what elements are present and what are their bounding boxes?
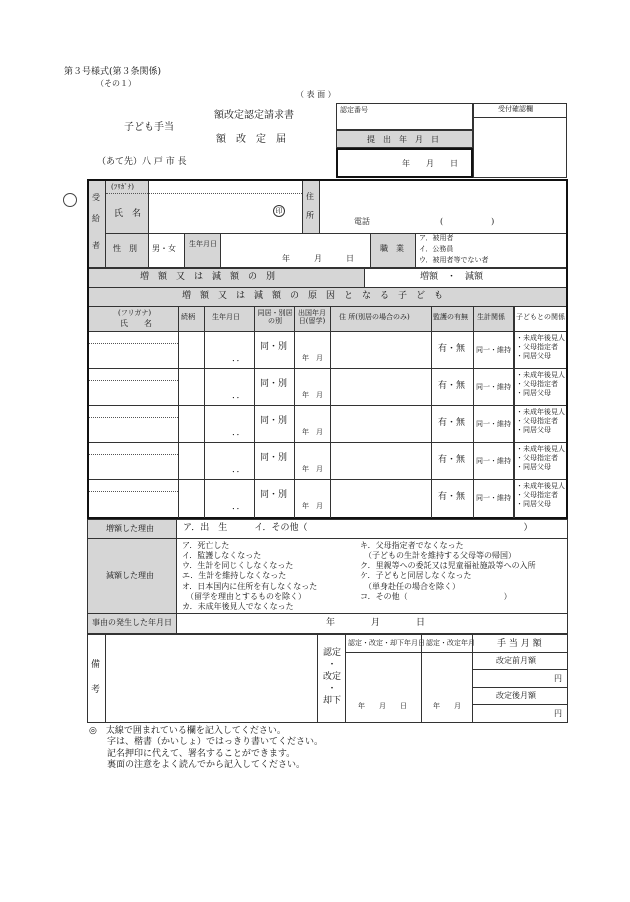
child-name-field[interactable]: [90, 332, 178, 368]
child-birthdate[interactable]: ．．: [232, 391, 246, 401]
child-relation[interactable]: ・未成年後見人 ・父母指定者 ・同居父母: [516, 408, 565, 435]
birth-month: 月: [314, 254, 322, 263]
nintei-vertical: 認定 ・ 改定 ・ 却下: [322, 648, 341, 706]
child-dokyo[interactable]: 同・別: [260, 342, 288, 352]
biko-label-1: 備: [91, 660, 101, 670]
child-name-field[interactable]: [90, 480, 178, 517]
child-relation[interactable]: ・未成年後見人 ・父母指定者 ・同居父母: [516, 371, 565, 398]
job-option-a[interactable]: ア．被用者: [419, 234, 454, 242]
child-relation[interactable]: ・未成年後見人 ・父母指定者 ・同居父母: [516, 482, 565, 509]
child-seikei[interactable]: 同一・維持: [476, 494, 511, 502]
children-header: 増 額 又 は 減 額 の 原 因 と な る 子 ど も: [182, 291, 444, 301]
seal-stamp-icon: 印: [273, 205, 285, 217]
furigana-label: (ﾌﾘｶﾞﾅ): [111, 183, 134, 191]
birth-label: 生年月日: [189, 240, 217, 248]
child-relation[interactable]: ・未成年後見人 ・父母指定者 ・同居父母: [516, 445, 565, 472]
kaitei-mae-yen: 円: [554, 674, 562, 683]
title-bottom: 額 改 定 届: [216, 134, 286, 145]
child-birthdate[interactable]: ．．: [232, 502, 246, 512]
kaitei-ym-value: 年 月: [433, 702, 461, 710]
child-birthdate[interactable]: ．．: [232, 354, 246, 364]
phone-field[interactable]: ( ): [440, 217, 495, 226]
side-sha: 者: [92, 241, 100, 250]
birth-label-cell: [185, 234, 220, 267]
omote-label: （ 表 面 ）: [296, 90, 336, 99]
uketsuke-label: 受付確認欄: [498, 105, 533, 113]
zogaku-label: 増額した理由: [106, 524, 154, 533]
child-kango[interactable]: 有・無: [438, 344, 466, 354]
child-relation[interactable]: ・未成年後見人 ・父母指定者 ・同居父母: [516, 334, 565, 361]
nintei-bango-box: [336, 103, 473, 130]
title-top: 額改定認定請求書: [214, 110, 294, 121]
child-shusshi[interactable]: 年 月: [302, 391, 323, 399]
job-label: 職 業: [380, 244, 404, 253]
biko-label-2: 考: [91, 685, 101, 695]
birth-day: 日: [346, 254, 354, 263]
side-ju: 受: [92, 193, 100, 202]
notes: ◎ 太線で囲まれている欄を記入してください。 字は、楷書（かいしょ）ではっきり書いてください。 記名押印に代えて、署名することができます。 裏面の注意をよく読んでから記入してください。: [89, 726, 324, 770]
col-kango: 監護の有無: [433, 313, 468, 321]
nintei-ymd-label: 認定・改定・却下年月日: [348, 639, 425, 647]
child-shusshi[interactable]: 年 月: [302, 465, 323, 473]
col-zokugara: 続柄: [181, 313, 195, 321]
kaitei-ym-label: 認定・改定年月: [426, 639, 475, 647]
jiyu-date-field[interactable]: 年 月 日: [326, 618, 426, 628]
zogen-label: 増 額 又 は 減 額 の 別: [140, 272, 276, 282]
child-shusshi[interactable]: 年 月: [302, 354, 323, 362]
col-dokyo: 同居・別居の別: [257, 309, 293, 326]
teishutsu-label: 提 出 年 月 日: [367, 135, 439, 144]
child-kango[interactable]: 有・無: [438, 381, 466, 391]
child-dokyo[interactable]: 同・別: [260, 416, 288, 426]
teishutsu-date-field[interactable]: [336, 148, 473, 178]
name-label: 氏 名: [114, 209, 142, 219]
address-label-cell: [303, 181, 319, 233]
jusho-label-2: 所: [306, 211, 314, 220]
job-option-u[interactable]: ウ．被用者等でない者: [419, 256, 489, 264]
sex-options[interactable]: 男・女: [152, 244, 176, 253]
birth-field[interactable]: [221, 235, 369, 266]
child-seikei[interactable]: 同一・維持: [476, 383, 511, 391]
zogaku-options[interactable]: ア．出 生 イ．その他（ ）: [183, 523, 533, 533]
child-kango[interactable]: 有・無: [438, 492, 466, 502]
title-left: 子ども手当: [124, 122, 174, 133]
zogen-value[interactable]: 増額 ・ 減額: [420, 272, 484, 282]
form-number: 第３号様式(第３条関係): [64, 67, 162, 77]
phone-label: 電話: [354, 217, 370, 226]
col-furigana: (フリガナ): [118, 309, 152, 317]
col-shimei: 氏 名: [120, 319, 152, 328]
child-birthdate[interactable]: ．．: [232, 428, 246, 438]
side-kyu: 給: [92, 214, 100, 223]
kaitei-mae-label: 改定前月額: [496, 656, 536, 665]
col-kankei: 子どもとの関係: [516, 313, 565, 321]
teishutsu-header: [336, 130, 473, 148]
col-birthdate: 生年月日: [212, 313, 240, 321]
col-jusho: 住 所(別居の場合のみ): [339, 313, 410, 321]
gengaku-options-right[interactable]: キ．父母指定者でなくなった （子どもの生計を維持する父母等の帰国） ク．里親等への委託又は児童福祉施設等への入所 ケ．子どもと同居しなくなった （単身赴任の場合を除く） コ．その他（ ）: [360, 541, 536, 601]
child-seikei[interactable]: 同一・維持: [476, 457, 511, 465]
biko-field[interactable]: [106, 635, 316, 722]
child-dokyo[interactable]: 同・別: [260, 453, 288, 463]
child-dokyo[interactable]: 同・別: [260, 379, 288, 389]
sex-label: 性 別: [113, 244, 137, 253]
kaitei-go-label: 改定後月額: [496, 691, 536, 700]
col-shusshi: 出国年月日(留学): [298, 309, 326, 326]
child-name-field[interactable]: [90, 443, 178, 479]
child-shusshi[interactable]: 年 月: [302, 502, 323, 510]
birth-year: 年: [282, 254, 290, 263]
nintei-ymd-value: 年 月 日: [358, 702, 407, 710]
child-seikei[interactable]: 同一・維持: [476, 420, 511, 428]
form-sub: （その１）: [96, 79, 136, 88]
gengaku-options-left[interactable]: ア．死亡した イ．監護しなくなった ウ．生計を同じくしなくなった エ．生計を維持しなくなった オ．日本国内に住所を有しなくなった （留学を理由とするものを除く） カ．未成年後見人でなくなった: [182, 541, 318, 611]
child-birthdate[interactable]: ．．: [232, 465, 246, 475]
kaitei-go-yen: 円: [554, 709, 562, 718]
job-option-i[interactable]: イ．公務員: [419, 245, 454, 253]
teishutsu-date: 年 月 日: [402, 159, 458, 168]
gengaku-label: 減額した理由: [106, 571, 154, 580]
child-seikei[interactable]: 同一・維持: [476, 346, 511, 354]
child-kango[interactable]: 有・無: [438, 418, 466, 428]
teate-getsugaku-label: 手 当 月 額: [497, 639, 542, 649]
uketsuke-box: [473, 103, 567, 178]
jusho-label-1: 住: [306, 192, 314, 201]
child-dokyo[interactable]: 同・別: [260, 490, 288, 500]
jiyu-date-label: 事由の発生した年月日: [92, 618, 172, 627]
col-seikei: 生計関係: [477, 313, 505, 321]
nintei-bango-label: 認定番号: [340, 106, 368, 114]
child-name-field[interactable]: [90, 406, 178, 442]
child-name-field[interactable]: [90, 369, 178, 405]
punch-hole-icon: [63, 193, 77, 207]
child-shusshi[interactable]: 年 月: [302, 428, 323, 436]
addressee: （あて先）八 戸 市 長: [97, 157, 187, 167]
child-kango[interactable]: 有・無: [438, 455, 466, 465]
address-field[interactable]: [320, 182, 566, 212]
